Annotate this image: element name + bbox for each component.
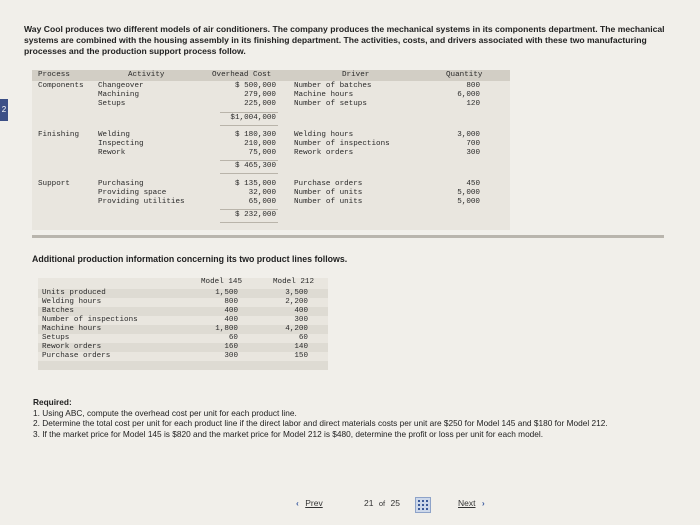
model-212-value: 2,200 <box>285 298 308 306</box>
model-145-value: 160 <box>224 343 238 351</box>
process-support: Support <box>38 180 70 188</box>
divider <box>32 235 664 238</box>
total-pages: 25 <box>390 498 400 508</box>
qty-cell: 450 <box>466 180 480 188</box>
next-button[interactable] <box>458 498 485 508</box>
model-212-value: 150 <box>294 352 308 360</box>
model-212-value: 3,500 <box>285 289 308 297</box>
activity-cell: Providing utilities <box>98 198 185 206</box>
activity-cell: Welding <box>98 131 130 139</box>
activity-cell: Changeover <box>98 82 144 90</box>
driver-cell: Number of inspections <box>294 140 390 148</box>
model-212-value: 300 <box>294 316 308 324</box>
chevron-left-icon: ‹ <box>296 498 299 508</box>
qty-cell: 3,000 <box>457 131 480 139</box>
qty-cell: 800 <box>466 82 480 90</box>
required-section <box>33 397 663 439</box>
required-item-1: 1. Using ABC, compute the overhead cost per unit for each product line. <box>33 407 297 418</box>
driver-cell: Number of units <box>294 189 363 197</box>
row-label: Batches <box>42 307 74 315</box>
activity-cell: Machining <box>98 91 140 99</box>
required-item-2: 2. Determine the total cost per unit for each product line if the direct labor and direct materials costs per unit are $250 for Model 145 and $180 for Model 212. <box>33 418 608 429</box>
product-info-table <box>38 278 328 370</box>
chevron-right-icon: › <box>481 498 485 508</box>
cost-cell: $ 135,000 <box>234 180 276 188</box>
header-quantity: Quantity <box>446 71 483 79</box>
cost-cell: 225,000 <box>244 100 276 108</box>
driver-cell: Purchase orders <box>294 180 363 188</box>
row-label: Machine hours <box>42 325 102 333</box>
qty-cell: 6,000 <box>457 91 480 99</box>
model-145-value: 800 <box>224 298 238 306</box>
header-activity: Activity <box>128 71 165 79</box>
current-page: 21 <box>364 498 374 508</box>
row-label: Setups <box>42 334 70 342</box>
qty-cell: 300 <box>466 149 480 157</box>
cost-cell: 65,000 <box>248 198 276 206</box>
activity-cell: Purchasing <box>98 180 144 188</box>
model-212-value: 400 <box>294 307 308 315</box>
driver-cell: Rework orders <box>294 149 354 157</box>
header-overhead-cost: Overhead Cost <box>212 71 272 79</box>
page-indicator <box>364 498 400 508</box>
row-label: Rework orders <box>42 343 102 351</box>
activity-cell: Rework <box>98 149 126 157</box>
cost-cell: 32,000 <box>248 189 276 197</box>
driver-cell: Machine hours <box>294 91 354 99</box>
model-145-value: 60 <box>228 334 238 342</box>
cost-cell: 210,000 <box>244 140 276 148</box>
header-process: Process <box>38 71 70 79</box>
header-model-145: Model 145 <box>200 278 242 286</box>
intro-paragraph: Way Cool produces two different models of air conditioners. The company produces the mechanical systems in its components department. The mechanical systems are combined with the housing assembly in its finishing department. The activities, costs, and drivers associated with these two manufacturing processes and the production support process follow. <box>24 24 665 56</box>
model-212-value: 4,200 <box>285 325 308 333</box>
additional-info-title: Additional production information concerning its two product lines follows. <box>32 254 348 264</box>
side-tab[interactable]: 2 <box>0 99 8 121</box>
prev-button[interactable] <box>296 498 323 508</box>
cost-cell: 279,000 <box>244 91 276 99</box>
process-components: Components <box>38 82 84 90</box>
row-label: Purchase orders <box>42 352 111 360</box>
model-212-value: 140 <box>294 343 308 351</box>
header-model-212: Model 212 <box>272 278 314 286</box>
total-support: $ 232,000 <box>234 211 276 219</box>
total-finishing: $ 465,300 <box>234 162 276 170</box>
quantity-column <box>446 70 484 230</box>
driver-cell: Number of setups <box>294 100 367 108</box>
qty-cell: 5,000 <box>457 189 480 197</box>
activity-cell: Setups <box>98 100 126 108</box>
model-145-value: 400 <box>224 307 238 315</box>
model-145-value: 400 <box>224 316 238 324</box>
row-label: Number of inspections <box>42 316 138 324</box>
activity-cost-table <box>32 70 510 230</box>
model-145-value: 1,500 <box>215 289 238 297</box>
model-212-value: 60 <box>298 334 308 342</box>
cost-cell: $ 500,000 <box>234 82 276 90</box>
total-components: $1,004,000 <box>230 114 276 122</box>
header-driver: Driver <box>342 71 370 79</box>
cost-cell: 75,000 <box>248 149 276 157</box>
driver-cell: Number of batches <box>294 82 372 90</box>
qty-cell: 120 <box>466 100 480 108</box>
row-label: Units produced <box>42 289 106 297</box>
row-label: Welding hours <box>42 298 102 306</box>
driver-cell: Welding hours <box>294 131 354 139</box>
driver-cell: Number of units <box>294 198 363 206</box>
required-item-3: 3. If the market price for Model 145 is $820 and the market price for Model 212 is $480, determine the profit or loss per unit for each model. <box>33 428 544 439</box>
table-header <box>32 70 510 81</box>
page-of: of <box>378 499 386 508</box>
prev-label: Prev <box>305 498 323 508</box>
process-finishing: Finishing <box>38 131 80 139</box>
cost-cell: $ 180,300 <box>234 131 276 139</box>
qty-cell: 700 <box>466 140 480 148</box>
next-label: Next <box>458 498 476 508</box>
activity-cell: Providing space <box>98 189 167 197</box>
grid-icon[interactable] <box>415 497 431 513</box>
model-145-value: 300 <box>224 352 238 360</box>
qty-cell: 5,000 <box>457 198 480 206</box>
model-145-value: 1,800 <box>215 325 238 333</box>
required-heading: Required: <box>33 397 72 407</box>
activity-cell: Inspecting <box>98 140 144 148</box>
